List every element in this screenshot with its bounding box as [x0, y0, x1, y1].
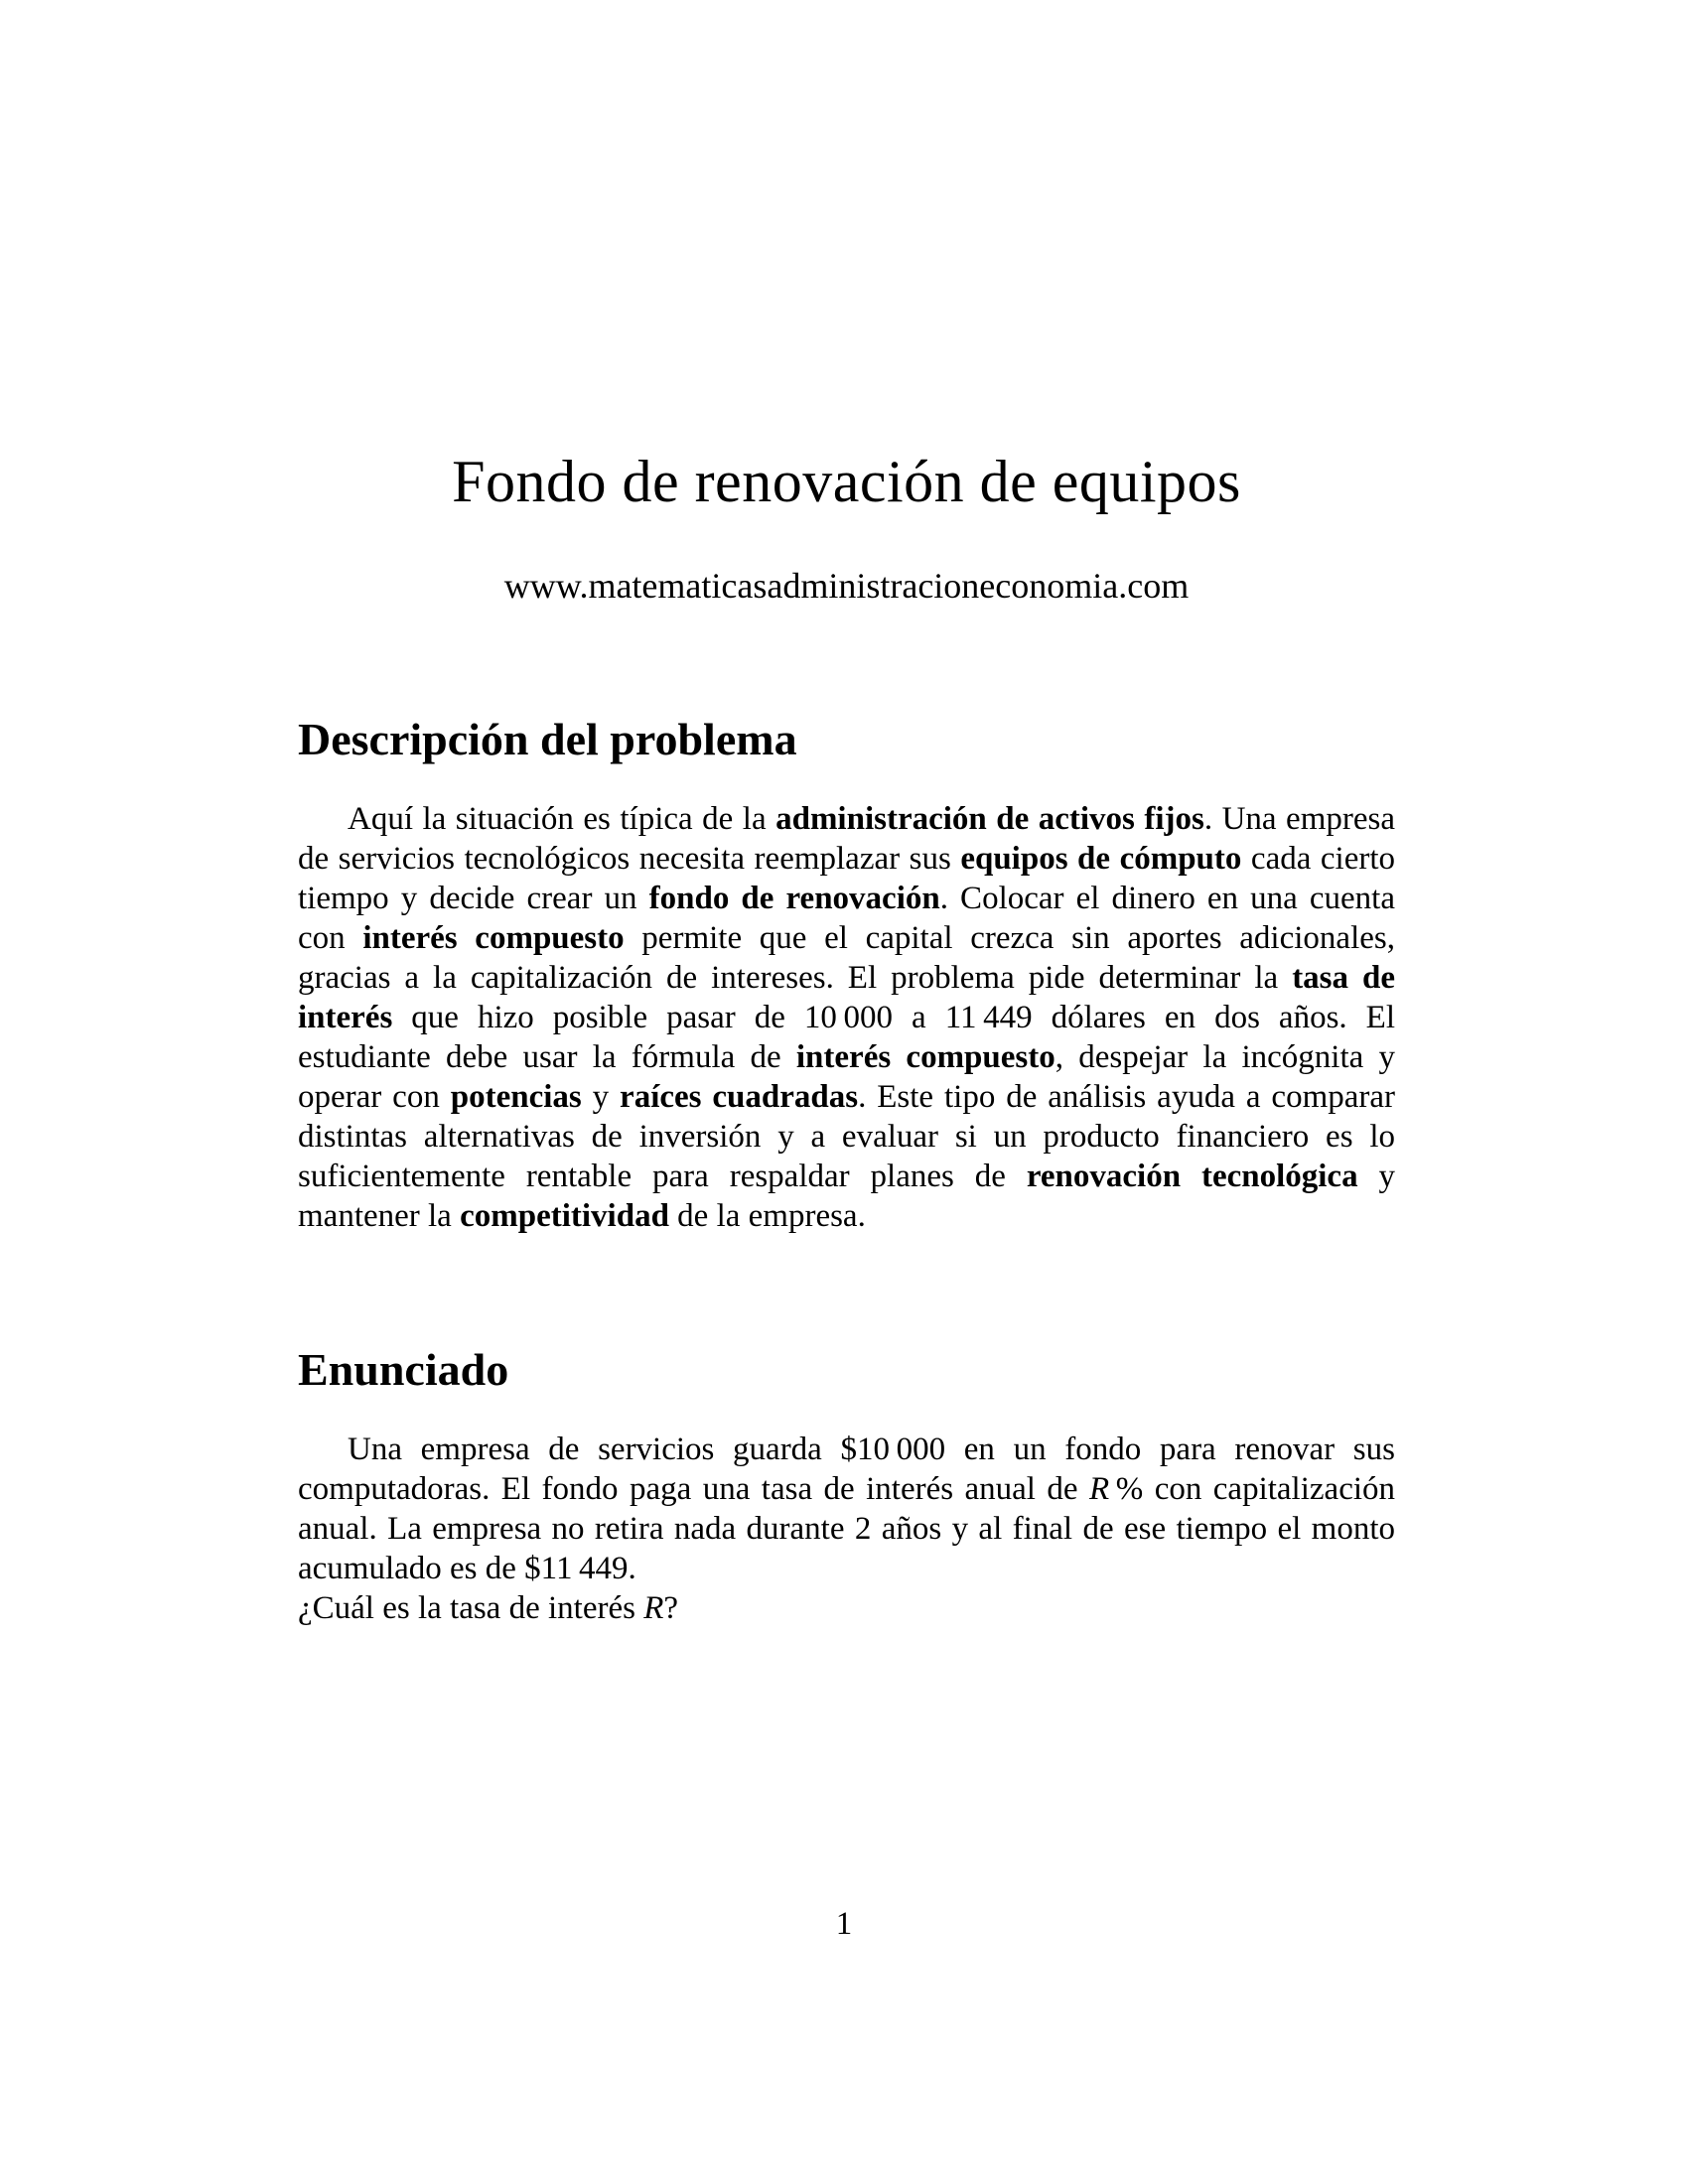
bold-text: potencias — [450, 1079, 582, 1115]
paragraph — [298, 799, 1395, 1236]
text-run: Aquí la situación es típica de la — [348, 801, 776, 837]
text-run: . Colocar el dinero en una cuenta con — [298, 881, 1395, 956]
bold-text: interés compuesto — [795, 1039, 1055, 1075]
paragraph — [298, 1588, 1395, 1628]
text-run: ¿Cuál es la tasa de interés — [298, 1590, 644, 1626]
document-sections — [298, 715, 1395, 1628]
text-run: . Una empresa de servicios tecnológicos necesita reemplazar sus — [298, 801, 1395, 877]
section-heading: Descripción del problema — [298, 714, 797, 764]
text-run: y mantener la — [298, 1159, 1396, 1234]
text-run: y — [581, 1079, 621, 1115]
bold-text: interés compuesto — [362, 920, 625, 956]
bold-text: competitividad — [460, 1198, 669, 1234]
text-run: % con capitalización anual. La empresa no retira nada durante 2 años y al final de ese tiempo el monto acumulado es de $11 449. — [298, 1471, 1396, 1586]
italic-math-var: R — [1089, 1471, 1110, 1507]
bold-text: fondo de renovación — [648, 881, 940, 916]
section-heading: Enunciado — [298, 1344, 509, 1395]
italic-math-var: R — [643, 1590, 664, 1626]
bold-text: administración de activos fijos — [775, 801, 1204, 837]
text-run: de la empresa. — [668, 1198, 866, 1234]
bold-text: renovación tecnológica — [1026, 1159, 1358, 1194]
text-run: , despejar la incógnita y operar con — [298, 1039, 1395, 1115]
document-content — [298, 0, 1395, 1628]
bold-text: raíces cuadradas — [620, 1079, 859, 1115]
text-run: que hizo posible pasar de 10 000 a 11 449 dólares en dos años. El estudiante debe usar la fórmula de — [298, 1000, 1395, 1075]
paragraph — [298, 1430, 1395, 1588]
text-run: permite que el capital crezca sin aportes adicionales, gracias a la capitalización de intereses. El problema pide determinar la — [298, 920, 1395, 996]
document-subtitle-url: www.matematicasadministracioneconomia.com — [503, 566, 1190, 606]
page-number: 1 — [835, 1906, 853, 1942]
page-footer — [0, 1904, 1688, 1944]
bold-text: equipos de cómputo — [960, 841, 1242, 877]
text-run: cada cierto tiempo y decide crear un — [298, 841, 1395, 916]
bold-text: tasa de interés — [298, 960, 1395, 1035]
text-run: Una empresa de servicios guarda $10 000 en un fondo para renovar sus computadoras. El fondo paga una tasa de interés anual de — [298, 1432, 1395, 1507]
document-title: Fondo de renovación de equipos — [452, 449, 1241, 514]
text-run: ? — [663, 1590, 679, 1626]
text-run: . Este tipo de análisis ayuda a comparar distintas alternativas de inversión y a evaluar si un producto financiero es lo suficientemente rentable para respaldar planes de — [298, 1079, 1396, 1194]
